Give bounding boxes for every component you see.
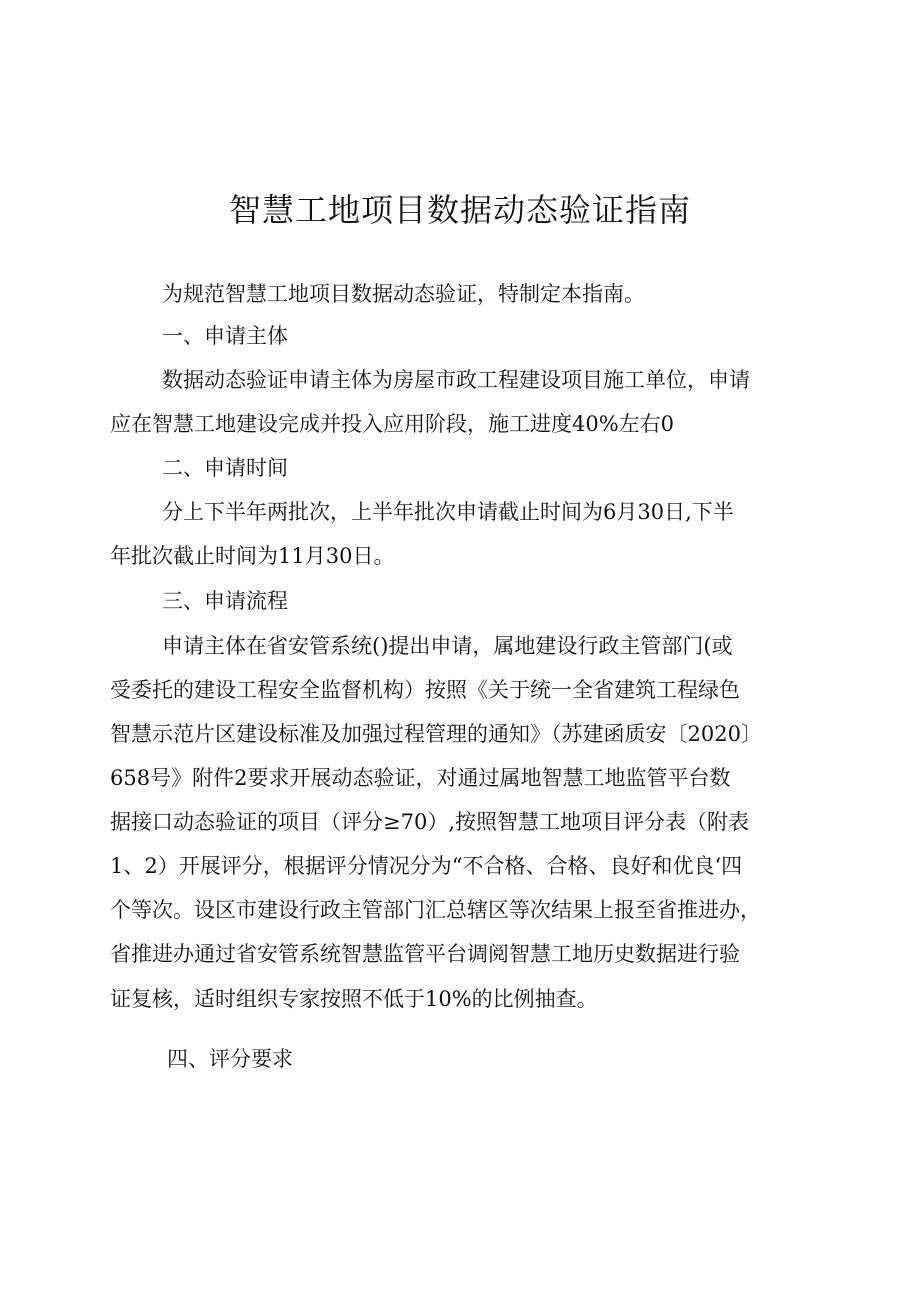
section-4-heading: 四、评分要求 bbox=[167, 1047, 293, 1071]
section-3-heading: 三、申请流程 bbox=[162, 589, 288, 613]
section-3-line-6: 1、2）开展评分，根据评分情况分为“不合格、合格、良好和优良‘四 bbox=[110, 854, 743, 878]
section-2-line-1: 分上下半年两批次，上半年批次申请截止时间为6月30日,下半 bbox=[162, 500, 734, 524]
section-3-line-2: 受委托的建设工程安全监督机构）按照《关于统一全省建筑工程绿色 bbox=[110, 678, 740, 702]
section-3-line-9: 证复核，适时组织专家按照不低于10%的比例抽查。 bbox=[110, 987, 598, 1011]
section-3-line-1: 申请主体在省安管系统()提出申请，属地建设行政主管部门(或 bbox=[162, 634, 733, 658]
section-3-line-5: 据接口动态验证的项目（评分≥70）,按照智慧工地项目评分表（附表 bbox=[110, 810, 749, 834]
section-3-line-4: 658号》附件2要求开展动态验证，对通过属地智慧工地监管平台数 bbox=[110, 766, 731, 790]
section-1-heading: 一、申请主体 bbox=[162, 324, 288, 348]
document-title: 智慧工地项目数据动态验证指南 bbox=[228, 191, 691, 229]
section-3-line-3: 智慧示范片区建设标准及加强过程管理的通知》（苏建函质安〔2020〕 bbox=[110, 722, 762, 746]
section-3-line-7: 个等次。设区市建设行政主管部门汇总辖区等次结果上报至省推进办， bbox=[110, 898, 761, 922]
section-1-line-1: 数据动态验证申请主体为房屋市政工程建设项目施工单位，申请 bbox=[162, 368, 750, 392]
section-3-line-8: 省推进办通过省安管系统智慧监管平台调阅智慧工地历史数据进行验 bbox=[110, 942, 740, 966]
section-1-line-2: 应在智慧工地建设完成并投入应用阶段，施工进度40%左右0 bbox=[110, 412, 675, 436]
intro-paragraph: 为规范智慧工地项目数据动态验证，特制定本指南。 bbox=[162, 282, 645, 306]
section-2-line-2: 年批次截止时间为11月30日。 bbox=[110, 544, 395, 568]
section-2-heading: 二、申请时间 bbox=[162, 456, 288, 480]
